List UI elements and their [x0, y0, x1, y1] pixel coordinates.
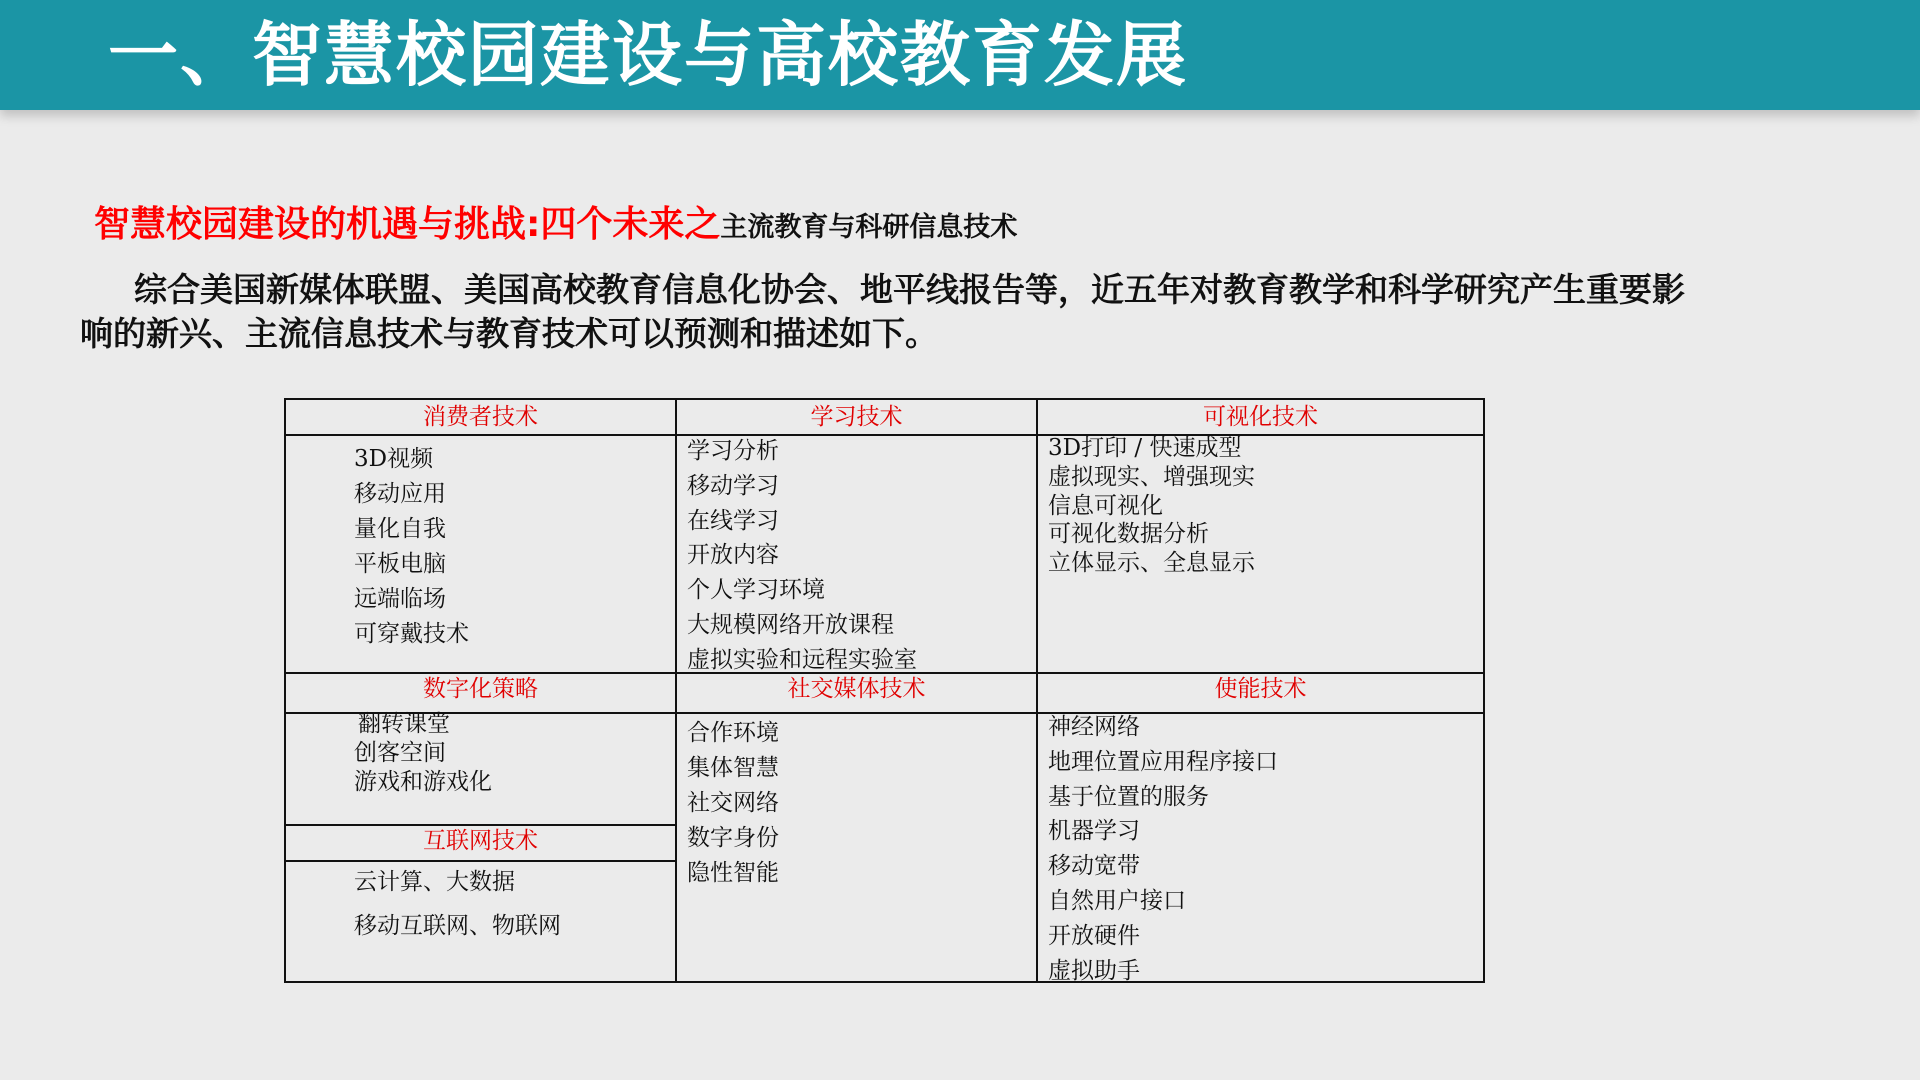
list-item: 移动应用	[354, 481, 446, 507]
list-item: 机器学习	[1048, 818, 1140, 845]
list-item: 3D打印 / 快速成型	[1048, 435, 1242, 461]
section-subtitle	[94, 196, 1017, 247]
consumer-tech-list	[354, 442, 469, 652]
subtitle-highlight: 智慧校园建设的机遇与挑战:四个未来之	[94, 204, 721, 245]
list-item: 神经网络	[1048, 714, 1140, 740]
list-item: 虚拟现实、增强现实	[1048, 463, 1255, 490]
list-item: 移动互联网、物联网	[354, 913, 561, 939]
intro-paragraph: 综合美国新媒体联盟、美国高校教育信息化协会、地平线报告等，近五年对教育教学和科学研究产生重要影响的新兴、主流信息技术与教育技术可以预测和描述如下。	[80, 270, 1685, 353]
list-item: 开放内容	[687, 542, 779, 569]
list-item: 立体显示、全息显示	[1048, 550, 1255, 577]
list-item: 自然用户接口	[1048, 887, 1186, 914]
list-item: 移动学习	[687, 472, 779, 499]
header-internet-tech: 互联网技术	[423, 828, 538, 854]
internet-tech-list	[354, 860, 561, 948]
list-item: 翻转课堂	[358, 711, 450, 737]
digital-strategy-list	[354, 710, 492, 797]
list-item: 隐性智能	[687, 860, 779, 886]
list-item: 可视化数据分析	[1048, 521, 1209, 548]
list-item: 数字身份	[687, 825, 779, 851]
list-item: 3D视频	[354, 446, 434, 472]
enabling-tech-list	[1048, 710, 1278, 988]
list-item: 开放硬件	[1048, 922, 1140, 949]
header-social-media-tech: 社交媒体技术	[787, 676, 926, 702]
list-item: 游戏和游戏化	[354, 769, 492, 795]
list-item: 集体智慧	[687, 755, 779, 781]
list-item: 个人学习环境	[687, 577, 825, 604]
social-media-tech-list	[687, 716, 779, 891]
list-item: 创客空间	[354, 740, 446, 766]
list-item: 在线学习	[687, 507, 779, 534]
list-item: 合作环境	[687, 720, 779, 746]
list-item: 社交网络	[687, 790, 779, 816]
list-item: 平板电脑	[354, 551, 446, 577]
list-item: 学习分析	[687, 438, 779, 464]
header-learning-tech: 学习技术	[810, 404, 903, 430]
list-item: 可穿戴技术	[354, 621, 469, 647]
list-item: 移动宽带	[1048, 853, 1140, 880]
subtitle-tail: 主流教育与科研信息技术	[720, 212, 1018, 243]
technology-table	[284, 398, 1485, 983]
list-item: 信息可视化	[1048, 492, 1163, 519]
list-item: 大规模网络开放课程	[687, 611, 894, 638]
learning-tech-list	[687, 434, 917, 678]
header-bar	[0, 0, 1920, 110]
list-item: 虚拟实验和远程实验室	[687, 646, 917, 673]
list-item: 云计算、大数据	[354, 869, 515, 895]
list-item: 基于位置的服务	[1048, 783, 1209, 810]
header-digital-strategy: 数字化策略	[423, 676, 538, 702]
list-item: 量化自我	[354, 516, 446, 542]
header-consumer-tech: 消费者技术	[423, 404, 538, 430]
list-item: 地理位置应用程序接口	[1048, 748, 1278, 775]
page-title: 一、智慧校园建设与高校教育发展	[108, 14, 1188, 96]
visualization-tech-list	[1048, 434, 1255, 578]
list-item: 远端临场	[354, 586, 446, 612]
header-visualization-tech: 可视化技术	[1203, 404, 1318, 430]
list-item: 虚拟助手	[1048, 957, 1140, 984]
header-enabling-tech: 使能技术	[1214, 676, 1307, 702]
